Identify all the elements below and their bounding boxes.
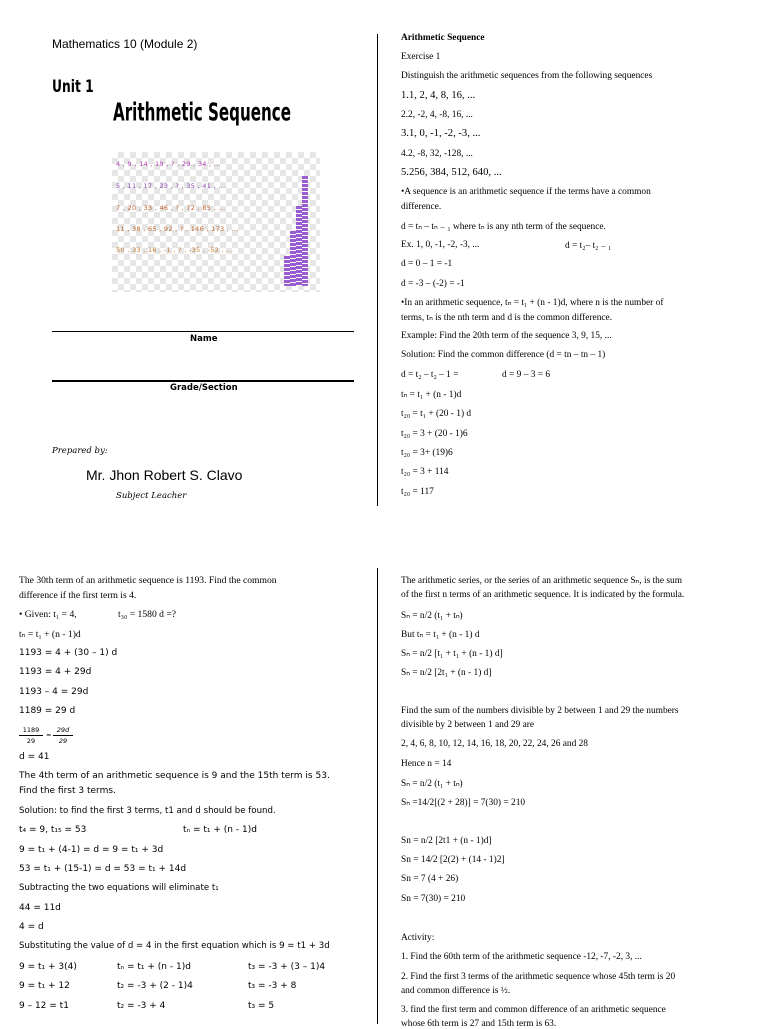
paragraph-line: The arithmetic series, or the series of an arithmetic sequence Sₙ, is the sum (401, 576, 682, 586)
sequence-5: 50 , 33 , 16 , -1 , ? , -35 , -52 , ... (116, 246, 234, 254)
definition-line: •In an arithmetic sequence, tₙ = t₁ + (n - 1)d, where n is the number of (401, 298, 664, 308)
example-line: Ex. 1, 0, -1, -2, -3, ... (401, 240, 480, 250)
fraction-numerator: 29d (56, 726, 70, 734)
step-line: t₂₀ = t₁ + (20 - 1) d (401, 409, 472, 419)
activity-item: and common difference is ½. (401, 986, 511, 996)
paragraph-line: of the first n terms of an arithmetic sequence. It is indicated by the formula. (401, 590, 685, 600)
definition-line: terms, tₙ is the nth term and d is the common difference. (401, 313, 613, 323)
equation-line: 9 = t₁ + (4-1) = d = 9 = t₁ + 3d (19, 845, 164, 855)
solution-line: Solution: to find the first 3 terms, t1 and d should be found. (19, 806, 276, 816)
fraction-denominator: 29 (58, 737, 68, 745)
formula-line: Sn = n/2 [2t1 + (n - 1)d] (401, 836, 492, 846)
problem-line: The 4th term of an arithmetic sequence is 9 and the 15th term is 53. (19, 771, 330, 781)
section-heading: Arithmetic Sequence (401, 33, 485, 43)
activity-item: 1. Find the 60th term of the arithmetic sequence -12, -7, -2, 3, ... (401, 952, 642, 962)
formula-line: Sₙ = n/2 [t₁ + t₁ + (n - 1) d] (401, 649, 503, 659)
calc-line: 1193 = 4 + (30 – 1) d (19, 648, 118, 658)
step-line: t₂₀ = 3 + (20 - 1)6 (401, 429, 468, 439)
given-line: • Given: t₁ = 4, (19, 609, 77, 620)
given-line: t₃₀ = 1580 d =? (118, 609, 177, 620)
author-role: Subject Leacher (116, 491, 187, 501)
result-line: 44 = 11d (19, 903, 61, 913)
fraction-denominator: 29 (26, 737, 36, 745)
explanation-line: Substituting the value of d = 4 in the first equation which is 9 = t1 + 3d (19, 941, 330, 951)
formula-line: Sn = 7(30) = 210 (401, 894, 466, 904)
equals-sign: = (46, 731, 52, 739)
calc-line: 1193 – 4 = 29d (19, 687, 89, 697)
activity-item: 3. find the first term and common difference of an arithmetic sequence (401, 1005, 666, 1015)
solution-calc: d = t₂ – t₂ – 1 = (401, 370, 459, 380)
calc-line: 1189 = 29 d (19, 706, 76, 716)
activity-item: whose 6th term is 27 and 15th term is 63. (401, 1019, 557, 1029)
calc-line: d = 0 – 1 = -1 (401, 259, 453, 269)
equation-line: 53 = t₁ + (15-1) = d = 53 = t₁ + 14d (19, 864, 187, 874)
calc-line: d = -3 – (-2) = -1 (401, 279, 465, 289)
instruction: Distinguish the arithmetic sequences from the following sequences (401, 71, 653, 81)
formula-line: Sₙ = n/2 [2t₁ + (n - 1) d] (401, 668, 492, 678)
activity-item: 2. Find the first 3 terms of the arithmetic sequence whose 45th term is 20 (401, 972, 676, 982)
result-line: Hence n = 14 (401, 759, 452, 769)
grid-cell: 9 = t₁ + 3(4) (19, 962, 77, 972)
list-item: 5.256, 384, 512, 640, ... (401, 167, 502, 178)
fraction-right (53, 726, 73, 745)
grade-line (52, 380, 354, 382)
list-item: 3.1, 0, -1, -2, -3, ... (401, 128, 481, 139)
grid-cell: t₂ = -3 + 4 (117, 1001, 166, 1011)
number-list: 2, 4, 6, 8, 10, 12, 14, 16, 18, 20, 22, 24, 26 and 28 (401, 739, 588, 749)
problem-line: Find the first 3 terms. (19, 786, 116, 796)
formula-line: Sn = 7 (4 + 26) (401, 874, 459, 884)
formula-line: d = tₙ – tₙ ₋ ₁ where tₙ is any nth term of the sequence. (401, 222, 606, 232)
grade-label: Grade/Section (170, 383, 238, 393)
exercise-label: Exercise 1 (401, 52, 441, 62)
name-line (52, 331, 354, 332)
calc-line: tₙ = t₁ + (n - 1)d (19, 629, 81, 640)
sequence-1: 4 , 9 , 14 , 19 , ? , 29 , 34 , ... (116, 160, 221, 168)
formula-line: Sₙ = n/2 (t₁ + tₙ) (401, 779, 463, 789)
name-label: Name (190, 334, 218, 344)
page-title: Arithmetic Sequence (113, 98, 291, 127)
solution-line: Solution: Find the common difference (d = tn – tn – 1) (401, 350, 606, 360)
divider-bottom (377, 568, 378, 1024)
given-line: tₙ = t₁ + (n - 1)d (183, 825, 257, 835)
grid-cell: t₃ = 5 (248, 1001, 275, 1011)
course-title: Mathematics 10 (Module 2) (52, 37, 198, 51)
prepared-by: Prepared by: (52, 446, 108, 456)
problem-line: The 30th term of an arithmetic sequence is 1193. Find the common (19, 575, 277, 586)
calc-line: 1193 = 4 + 29d (19, 667, 92, 677)
grid-cell: t₃ = -3 + (3 – 1)4 (248, 962, 326, 972)
paragraph-line: divisible by 2 between 1 and 29 are (401, 720, 535, 730)
divider-top (377, 34, 378, 506)
author-name: Mr. Jhon Robert S. Clavo (86, 467, 243, 483)
formula-line: Sₙ = n/2 (t₁ + tₙ) (401, 611, 463, 621)
grid-cell: 9 = t₁ + 12 (19, 981, 70, 991)
example-formula: d = t₂– t₂ ₋ ₁ (565, 241, 612, 251)
fraction-left (19, 726, 43, 745)
sequence-2: 5 , 11 , 17 , 23 , ? , 35 , 41 , ... (116, 182, 226, 190)
paragraph-line: Find the sum of the numbers divisible by 2 between 1 and 29 the numbers (401, 706, 679, 716)
given-line: t₄ = 9, t₁₅ = 53 (19, 825, 87, 835)
result-line: d = 41 (19, 752, 50, 762)
explanation-line: Subtracting the two equations will eliminate t₁ (19, 883, 219, 893)
solution-calc: d = 9 – 3 = 6 (502, 370, 551, 380)
grid-cell: t₂ = -3 + (2 - 1)4 (117, 981, 193, 991)
grid-cell: t₃ = -3 + 8 (248, 981, 297, 991)
fraction-numerator: 1189 (22, 726, 40, 734)
problem-line: difference if the first term is 4. (19, 590, 137, 601)
definition-line: •A sequence is an arithmetic sequence if the terms have a common (401, 187, 651, 197)
list-item: 4.2, -8, 32, -128, ... (401, 149, 473, 159)
fraction-equation (19, 726, 79, 748)
step-line: t₂₀ = 117 (401, 487, 434, 497)
example-line: Example: Find the 20th term of the sequence 3, 9, 15, ... (401, 331, 612, 341)
step-line: t₂₀ = 3 + 114 (401, 467, 449, 477)
formula-line: Sn = 14/2 [2(2) + (14 - 1)2] (401, 855, 505, 865)
sequence-4: 11 , 38 , 65 , 92 , ? , 146 , 173 , ... (116, 225, 239, 233)
formula-line: Sₙ =14/2[(2 + 28)] = 7(30) = 210 (401, 798, 526, 808)
activity-heading: Activity: (401, 933, 435, 943)
list-item: 2.2, -2, 4, -8, 16, ... (401, 110, 473, 120)
grid-cell: tₙ = t₁ + (n - 1)d (117, 962, 191, 972)
step-line: tₙ = t₁ + (n - 1)d (401, 390, 462, 400)
formula-line: But tₙ = t₁ + (n - 1) d (401, 630, 480, 640)
result-line: 4 = d (19, 922, 44, 932)
list-item: 1.1, 2, 4, 8, 16, ... (401, 90, 476, 101)
step-line: t₂₀ = 3+ (19)6 (401, 448, 453, 458)
grid-cell: 9 – 12 = t1 (19, 1001, 69, 1011)
cover-illustration (112, 152, 320, 292)
definition-line: difference. (401, 202, 442, 212)
sequence-3: 7 , 20 , 33 , 46 , ? , 72 , 85 , ... (116, 204, 226, 212)
unit-label: Unit 1 (52, 76, 94, 97)
